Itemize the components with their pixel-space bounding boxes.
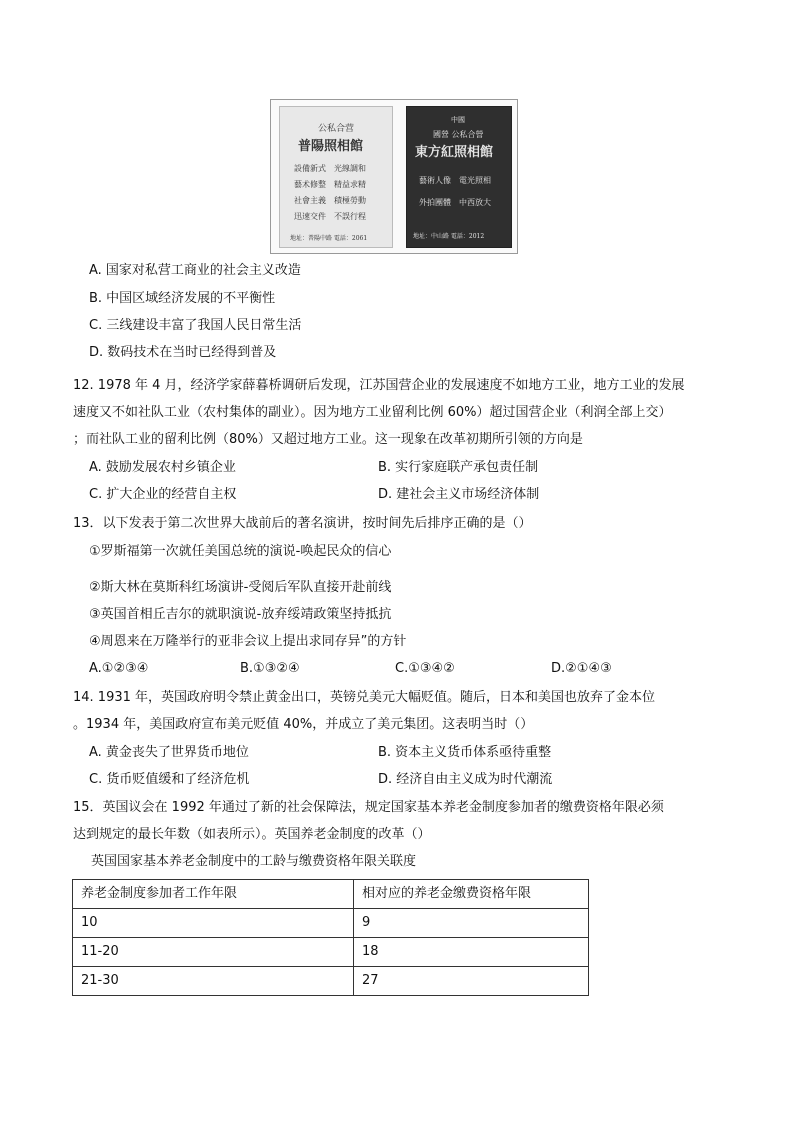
q13-option-b: B.①③②④ xyxy=(240,661,300,676)
table-row xyxy=(73,909,589,938)
right-booklet-footer: 地址：中山路 電話：2012 xyxy=(413,233,485,240)
q13-item-3: ③英国首相丘吉尔的就职演说-放弃绥靖政策坚持抵抗 xyxy=(89,607,392,622)
q12-stem-line2: 速度又不如社队工业（农村集体的副业）。因为地方工业留利比例 60%）超过国营企业（利润全部上交） xyxy=(73,405,672,420)
q15-table-caption: 英国国家基本养老金制度中的工龄与缴费资格年限关联度 xyxy=(91,854,417,869)
q12-option-d: D. 建社会主义市场经济体制 xyxy=(378,487,540,502)
left-booklet-title: 普陽照相館 xyxy=(298,139,364,154)
q13-item-2: ②斯大林在莫斯科红场演讲-受阅后军队直接开赴前线 xyxy=(89,580,392,595)
left-booklet-row2: 藝术修整 精益求精 xyxy=(294,180,366,189)
q14-stem-line1: 14. 1931 年，英国政府明令禁止黄金出口，英镑兑美元大幅贬值。随后，日本和美国也放弃了金本位 xyxy=(73,690,656,705)
q12-stem-line1: 12. 1978 年 4 月，经济学家薛暮桥调研后发现，江苏国营企业的发展速度不如地方工业，地方工业的发展 xyxy=(73,378,685,393)
right-booklet-title: 東方紅照相館 xyxy=(415,145,494,160)
table-row xyxy=(73,967,589,996)
left-booklet-row3: 社會主義 積極勞動 xyxy=(294,196,366,205)
q13-stem: 13．以下发表于第二次世界大战前后的著名演讲，按时间先后排序正确的是（） xyxy=(73,516,532,531)
right-booklet-line1: 中國 xyxy=(451,116,465,124)
q14-stem-line2: 。1934 年，美国政府宣布美元贬值 40%，并成立了美元集团。这表明当时（） xyxy=(73,717,534,732)
q14-option-c: C. 货币贬值缓和了经济危机 xyxy=(89,772,250,787)
table-cell: 10 xyxy=(73,909,354,938)
right-booklet-row2: 外拍團體 中西放大 xyxy=(419,198,491,207)
table-cell: 27 xyxy=(354,967,589,996)
q12-stem-line3: ；而社队工业的留利比例（80%）又超过地方工业。这一现象在改革初期所引领的方向是 xyxy=(73,432,583,447)
q11-option-c: C. 三线建设丰富了我国人民日常生活 xyxy=(89,318,302,333)
q13-item-1: ①罗斯福第一次就任美国总统的演说-唤起民众的信心 xyxy=(89,544,392,559)
q15-stem-line2: 达到规定的最长年数（如表所示）。英国养老金制度的改革（） xyxy=(73,827,431,842)
table-cell: 18 xyxy=(354,938,589,967)
q12-option-a: A. 鼓励发展农村乡镇企业 xyxy=(89,460,236,475)
table-row xyxy=(73,938,589,967)
q13-option-a: A.①②③④ xyxy=(89,661,149,676)
right-booklet-image xyxy=(406,106,512,248)
q13-option-d: D.②①④③ xyxy=(551,661,612,676)
left-booklet-image xyxy=(279,106,393,248)
q13-option-c: C.①③④② xyxy=(395,661,455,676)
q13-item-4: ④周恩来在万隆举行的亚非会议上提出求同存异”的方针 xyxy=(89,634,407,649)
q11-option-a: A. 国家对私营工商业的社会主义改造 xyxy=(89,263,301,278)
q15-stem-line1: 15．英国议会在 1992 年通过了新的社会保障法，规定国家基本养老金制度参加者的缴费资格年限必须 xyxy=(73,800,664,815)
table-cell: 21-30 xyxy=(73,967,354,996)
left-booklet-line1: 公私合营 xyxy=(318,124,355,134)
q11-option-d: D. 数码技术在当时已经得到普及 xyxy=(89,345,277,360)
table-cell: 9 xyxy=(354,909,589,938)
left-booklet-footer: 地址：普陽中路 電話：2061 xyxy=(290,235,368,242)
q14-option-b: B. 资本主义货币体系亟待重整 xyxy=(378,745,552,760)
right-booklet-line2: 國營 公私合營 xyxy=(433,130,484,139)
q11-option-b: B. 中国区域经济发展的不平衡性 xyxy=(89,291,276,306)
table-header-cell: 相对应的养老金缴费资格年限 xyxy=(354,880,589,909)
table-cell: 11-20 xyxy=(73,938,354,967)
left-booklet-row1: 設備新式 光線調和 xyxy=(294,164,366,173)
historical-photo xyxy=(270,99,518,254)
q14-option-a: A. 黄金丧失了世界货币地位 xyxy=(89,745,249,760)
table-header-row xyxy=(73,880,589,909)
table-header-cell: 养老金制度参加者工作年限 xyxy=(73,880,354,909)
right-booklet-row1: 藝術人像 電光照相 xyxy=(419,176,491,185)
q14-option-d: D. 经济自由主义成为时代潮流 xyxy=(378,772,553,787)
q12-option-b: B. 实行家庭联产承包责任制 xyxy=(378,460,539,475)
left-booklet-row4: 迅速交件 不誤行程 xyxy=(294,212,366,221)
pension-table xyxy=(72,879,589,996)
q12-option-c: C. 扩大企业的经营自主权 xyxy=(89,487,237,502)
